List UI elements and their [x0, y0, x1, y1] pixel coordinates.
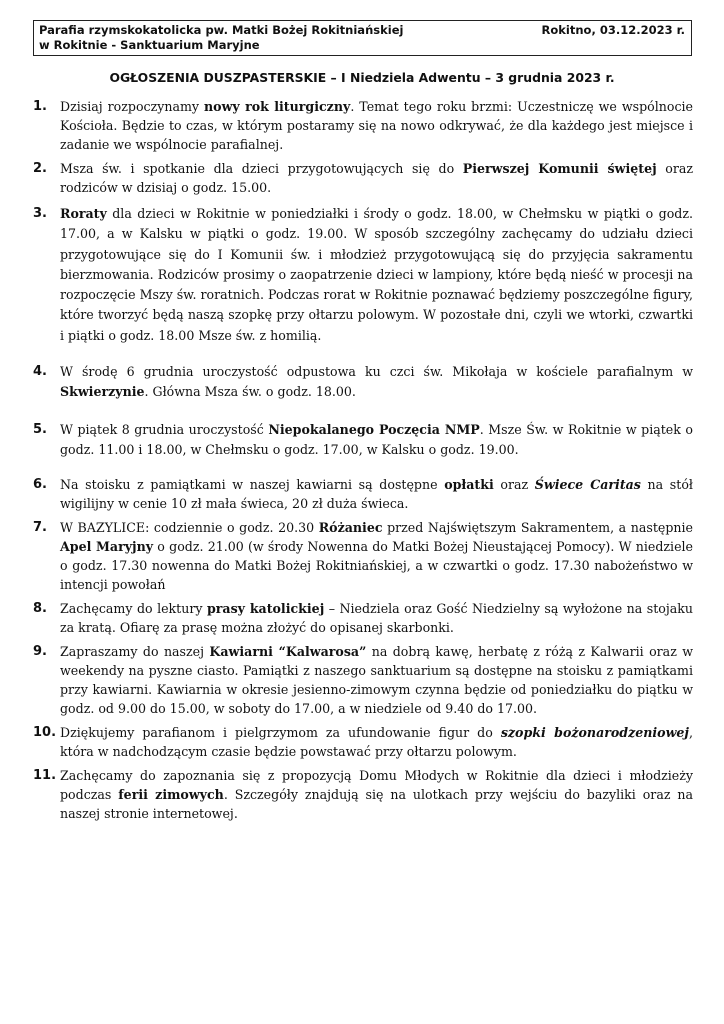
item-text: . Główna Msza św. o godz. 18.00. — [144, 384, 356, 400]
item-bold-text: ferii zimowych — [118, 787, 224, 803]
item-number: 11. — [33, 768, 57, 784]
item-text: oraz rodziców w dzisiaj o godz. 15.00. — [60, 161, 693, 195]
item-text: oraz — [493, 477, 535, 493]
parish-line-1: Parafia rzymskokatolicka pw. Matki Bożej Rokitniańskiej — [39, 23, 404, 37]
item-text: Dziękujemy parafianom i pielgrzymom za ufundowanie figur do — [60, 725, 501, 741]
page-title: OGŁOSZENIA DUSZPASTERSKIE – I Niedziela Adwentu – 3 grudnia 2023 r. — [109, 70, 615, 85]
item-text: Na stoisku z pamiątkami w naszej kawiarni są dostępne — [60, 477, 445, 493]
item-number: 2. — [33, 161, 47, 176]
item-text: W piątek 8 grudnia uroczystość — [60, 421, 269, 437]
announcement-item-2 — [33, 159, 693, 197]
announcement-item-8 — [33, 599, 693, 637]
item-number: 7. — [33, 520, 47, 536]
item-text: . Msze Św. w Rokitnie w piątek o godz. 11.00 i 18.00, w Chełmsku o godz. 17.00, w Kalsku o godz. 19.00. — [60, 421, 693, 457]
item-bold-text: Niepokalanego Poczęcia NMP — [268, 421, 480, 437]
item-text: Msza św. i spotkanie dla dzieci przygotowujących się do — [60, 161, 463, 176]
item-text: Zachęcamy do zapoznania się z propozycją Domu Młodych w Rokitnie dla dzieci i młodzieży podczas — [60, 768, 693, 803]
announcement-item-7 — [33, 518, 693, 594]
item-text: . Temat tego roku brzmi: Uczestniczę we wspólnocie Kościoła. Będzie to czas, w którym postaramy się na nowo odkrywać, że dla każdego jest miejsce i zadanie we wspólnocie parafialnej. — [60, 99, 694, 152]
item-text: . Szczegóły znajdują się na ulotkach przy wejściu do bazyliki oraz na naszej stronie internetowej. — [60, 787, 693, 822]
item-text: Zachęcamy do lektury — [60, 601, 207, 617]
item-number: 10. — [33, 725, 57, 741]
announcement-list — [33, 97, 693, 823]
item-number: 8. — [33, 601, 47, 617]
item-bold-text: Skwierzynie — [60, 384, 145, 400]
announcement-item-6 — [33, 475, 693, 513]
item-bold-text: Świece Caritas — [534, 477, 641, 493]
document-header — [33, 20, 692, 56]
announcement-item-5 — [33, 420, 693, 461]
item-bold-text: Roraty — [60, 206, 107, 221]
item-text: przed Najświętszym Sakramentem, a następnie — [382, 520, 693, 536]
announcement-item-1 — [33, 97, 693, 154]
announcement-item-10 — [33, 723, 693, 761]
item-number: 9. — [33, 644, 47, 660]
item-bold-text: Kawiarni “Kalwarosa” — [209, 644, 367, 660]
announcement-item-4 — [33, 362, 693, 403]
item-number: 3. — [33, 206, 47, 221]
item-bold-text: prasy katolickiej — [206, 601, 325, 617]
announcement-item-3 — [33, 204, 693, 346]
item-text: o godz. 21.00 (w środy Nowenna do Matki Bożej Nieustającej Pomocy). W niedziele o godz. 17.30 nowenna do Matki Bożej Rokitniańskiej, a w czwartki o godz. 17.30 nabożeństwo w intencji powołań — [60, 539, 693, 593]
parish-name — [39, 23, 403, 53]
item-bold-text: opłatki — [444, 477, 494, 493]
item-text: na stół wigilijny w cenie 10 zł mała świeca, 20 zł duża świeca. — [60, 477, 693, 512]
item-bold-text: Różaniec — [318, 520, 383, 536]
item-text: , która w nadchodzącym czasie będzie powstawać przy ołtarzu polowym. — [60, 725, 693, 760]
item-text: W BAZYLICE: codziennie o godz. 20.30 — [60, 520, 319, 536]
item-number: 5. — [33, 421, 47, 437]
parish-line-2: w Rokitnie - Sanktuarium Maryjne — [39, 38, 260, 52]
item-bold-text: szopki bożonarodzeniowej — [500, 725, 689, 741]
announcement-item-9 — [33, 642, 693, 718]
item-bold-text: nowy rok liturgiczny — [204, 99, 351, 114]
item-text: dla dzieci w Rokitnie w poniedziałki i środy o godz. 18.00, w Chełmsku w piątki o godz. 17.00, a w Kalsku w piątki o godz. 19.00. W sposób szczególny zachęcamy do udziału dzieci przygotowujące się do I Komunii św. i młodzież przygotowującą się do przyjęcia sakramentu bierzmowania. Rodziców prosimy o zaopatrzenie dzieci w lampiony, które będą nieść w procesji na rozpoczęcie Mszy św. roratnich. Podczas rorat w Rokitnie poznawać będziemy poszczególne figury, które tworzyć będą naszą szopkę przy ołtarzu polowym. W pozostałe dni, czyli we wtorki, czwartki i piątki o godz. 18.00 Msze św. z homilią. — [60, 206, 693, 343]
item-bold-text: Pierwszej Komunii świętej — [462, 161, 657, 176]
item-number: 4. — [33, 364, 47, 380]
item-number: 6. — [33, 477, 47, 493]
item-text: – Niedziela oraz Gość Niedzielny są wyłożone na stojaku za kratą. Ofiarę za prasę można złożyć do opisanej skarbonki. — [60, 601, 693, 636]
item-number: 1. — [33, 99, 47, 114]
item-text: W środę 6 grudnia uroczystość odpustowa ku czci św. Mikołaja w kościele parafialnym w — [60, 364, 693, 380]
item-bold-text: Apel Maryjny — [60, 539, 154, 555]
announcement-item-11 — [33, 766, 693, 823]
item-text: Dzisiaj rozpoczynamy — [60, 99, 205, 114]
item-text: na dobrą kawę, herbatę z różą z Kalwarii oraz w weekendy na pyszne ciasto. Pamiątki z naszego sanktuarium są dostępne na stoisku z pamiątkami przy kawiarni. Kawiarnia w okresie jesienno-zimowym czynna będzie od poniedziałku do piątku w godz. od 9.00 do 15.00, w soboty do 17.00, a w niedziele od 9.40 do 17.00. — [60, 644, 694, 717]
item-text: Zapraszamy do naszej — [60, 644, 210, 660]
place-date: Rokitno, 03.12.2023 r. — [541, 23, 685, 37]
